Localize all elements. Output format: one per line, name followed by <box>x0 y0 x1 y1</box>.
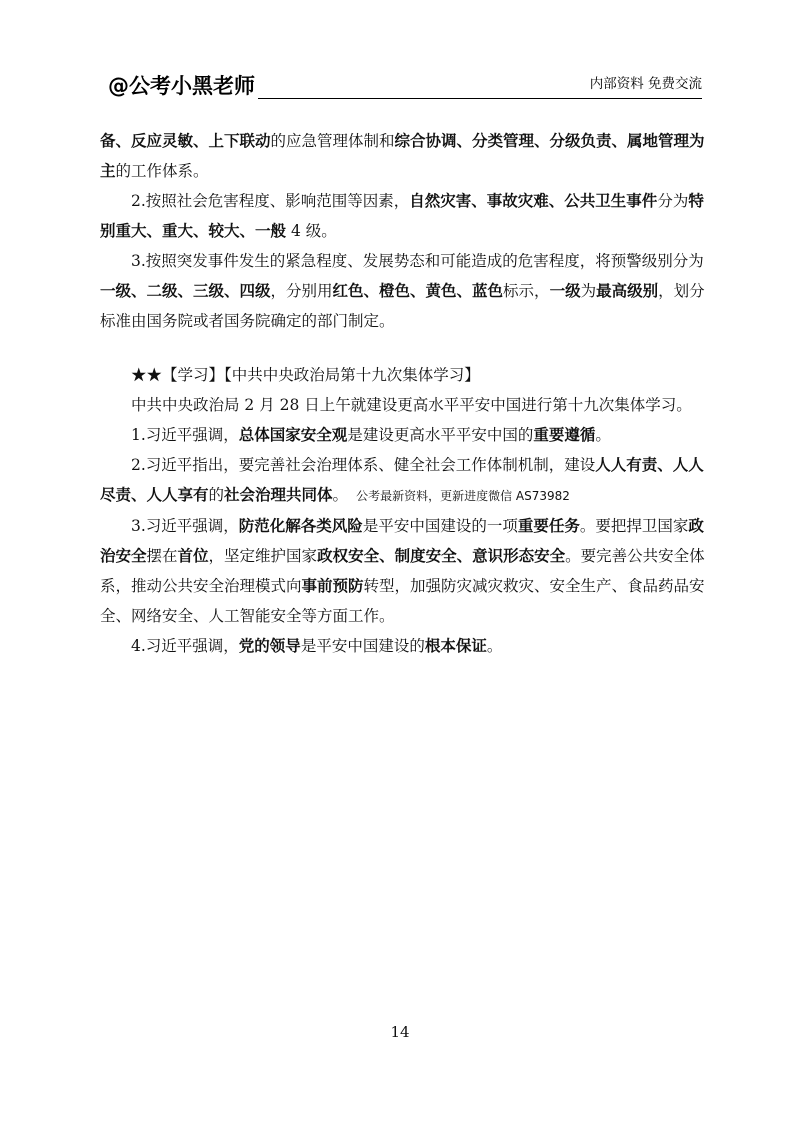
section-heading <box>100 360 706 390</box>
page-number: 14 <box>390 1023 410 1041</box>
emphasis-text: 红色、橙色、黄色、蓝色 <box>332 281 504 300</box>
emphasis-text: 最高级别 <box>596 281 659 300</box>
paragraph-incident-grades <box>100 186 706 246</box>
text-run: 为 <box>580 282 597 300</box>
text-run: 4 级。 <box>286 222 337 240</box>
text-run: 分为 <box>657 192 689 210</box>
emphasis-text: 事前预防 <box>301 576 364 595</box>
emphasis-text: 政权安全、制度安全、意识形态安全 <box>317 546 566 565</box>
text-run: 的 <box>208 486 225 504</box>
paragraph-emergency-system <box>100 126 706 186</box>
paragraph-point-2 <box>100 450 706 511</box>
text-run: 标示， <box>503 282 550 300</box>
text-run: ，划分标准由国务院或者国务院确定的部门制定。 <box>100 282 705 330</box>
emphasis-text: 根本保证 <box>424 636 487 655</box>
emphasis-text: 一级 <box>549 281 581 300</box>
emphasis-text: 一级、二级、三级、四级 <box>100 281 271 300</box>
emphasis-text: 特别重大、重大、较大、一般 <box>100 191 704 240</box>
header-tag: 内部资料 免费交流 <box>589 76 702 92</box>
emphasis-text: 自然灾害、事故灾难、公共卫生事件 <box>409 191 658 210</box>
emphasis-text: 党的领导 <box>238 636 301 655</box>
text-run: ，坚定维护国家 <box>208 547 318 565</box>
text-run: 摆在 <box>146 547 178 565</box>
text-run: 3.按照突发事件发生的紧急程度、发展势态和可能造成的危害程度，将预警级别分为 <box>131 252 704 270</box>
emphasis-text: 重要任务 <box>517 516 580 535</box>
emphasis-text: 备、反应灵敏、上下联动 <box>100 131 271 150</box>
emphasis-text: 重要遵循 <box>533 425 596 444</box>
document-body <box>100 126 706 661</box>
text-run: 。要完善公共安全体系，推动公共安全治理模式向 <box>100 547 705 595</box>
paragraph-warning-levels <box>100 246 706 336</box>
watermark-note: 公考最新资料，更新进度微信 AS73982 <box>356 489 570 503</box>
paragraph-point-4 <box>100 631 706 661</box>
emphasis-text: 总体国家安全观 <box>238 425 348 444</box>
text-run: ，分别用 <box>270 282 333 300</box>
text-run: 转型，加强防灾减灾救灾、安全生产、食品药品安全、网络安全、人工智能安全等方面工作。 <box>100 577 705 625</box>
text-run: 的应急管理体制和 <box>270 132 395 150</box>
emphasis-text: 社会治理共同体 <box>224 485 333 504</box>
text-run: 1.习近平强调， <box>131 426 239 444</box>
text-run: 。要把捍卫国家 <box>579 517 689 535</box>
emphasis-text: 综合协调、分类管理、分级负责、属地管理为主 <box>100 131 705 180</box>
text-run: 的工作体系。 <box>115 162 209 180</box>
paragraph-point-3 <box>100 511 706 631</box>
text-run: 中共中央政治局 2 月 28 日上午就建设更高水平平安中国进行第十九次集体学习。 <box>131 396 692 414</box>
text-run: 3.习近平强调， <box>131 517 239 535</box>
text-run: 2.习近平指出，要完善社会治理体系、健全社会工作体制机制，建设 <box>131 456 596 474</box>
emphasis-text: 政治安全 <box>100 516 704 565</box>
emphasis-text: 人人有责、人人尽责、人人享有 <box>100 455 704 504</box>
emphasis-text: 首位 <box>177 546 209 565</box>
text-run: ★★【学习】【中共中央政治局第十九次集体学习】 <box>131 366 480 384</box>
section-gap <box>100 336 706 360</box>
emphasis-text: 防范化解各类风险 <box>238 516 363 535</box>
text-run: 4.习近平强调， <box>131 637 239 655</box>
text-run: 。 <box>486 637 503 655</box>
header-rule <box>258 98 702 99</box>
text-run: 。 <box>332 486 349 504</box>
brand-title: @公考小黑老师 <box>108 74 255 98</box>
text-run: 。 <box>595 426 611 444</box>
paragraph-intro <box>100 390 706 420</box>
text-run: 是平安中国建设的 <box>300 637 425 655</box>
text-run: 2.按照社会危害程度、影响范围等因素， <box>131 192 410 210</box>
text-run: 是平安中国建设的一项 <box>362 517 518 535</box>
text-run: 是建设更高水平平安中国的 <box>347 426 534 444</box>
paragraph-point-1 <box>100 420 706 450</box>
page-header <box>108 68 702 104</box>
